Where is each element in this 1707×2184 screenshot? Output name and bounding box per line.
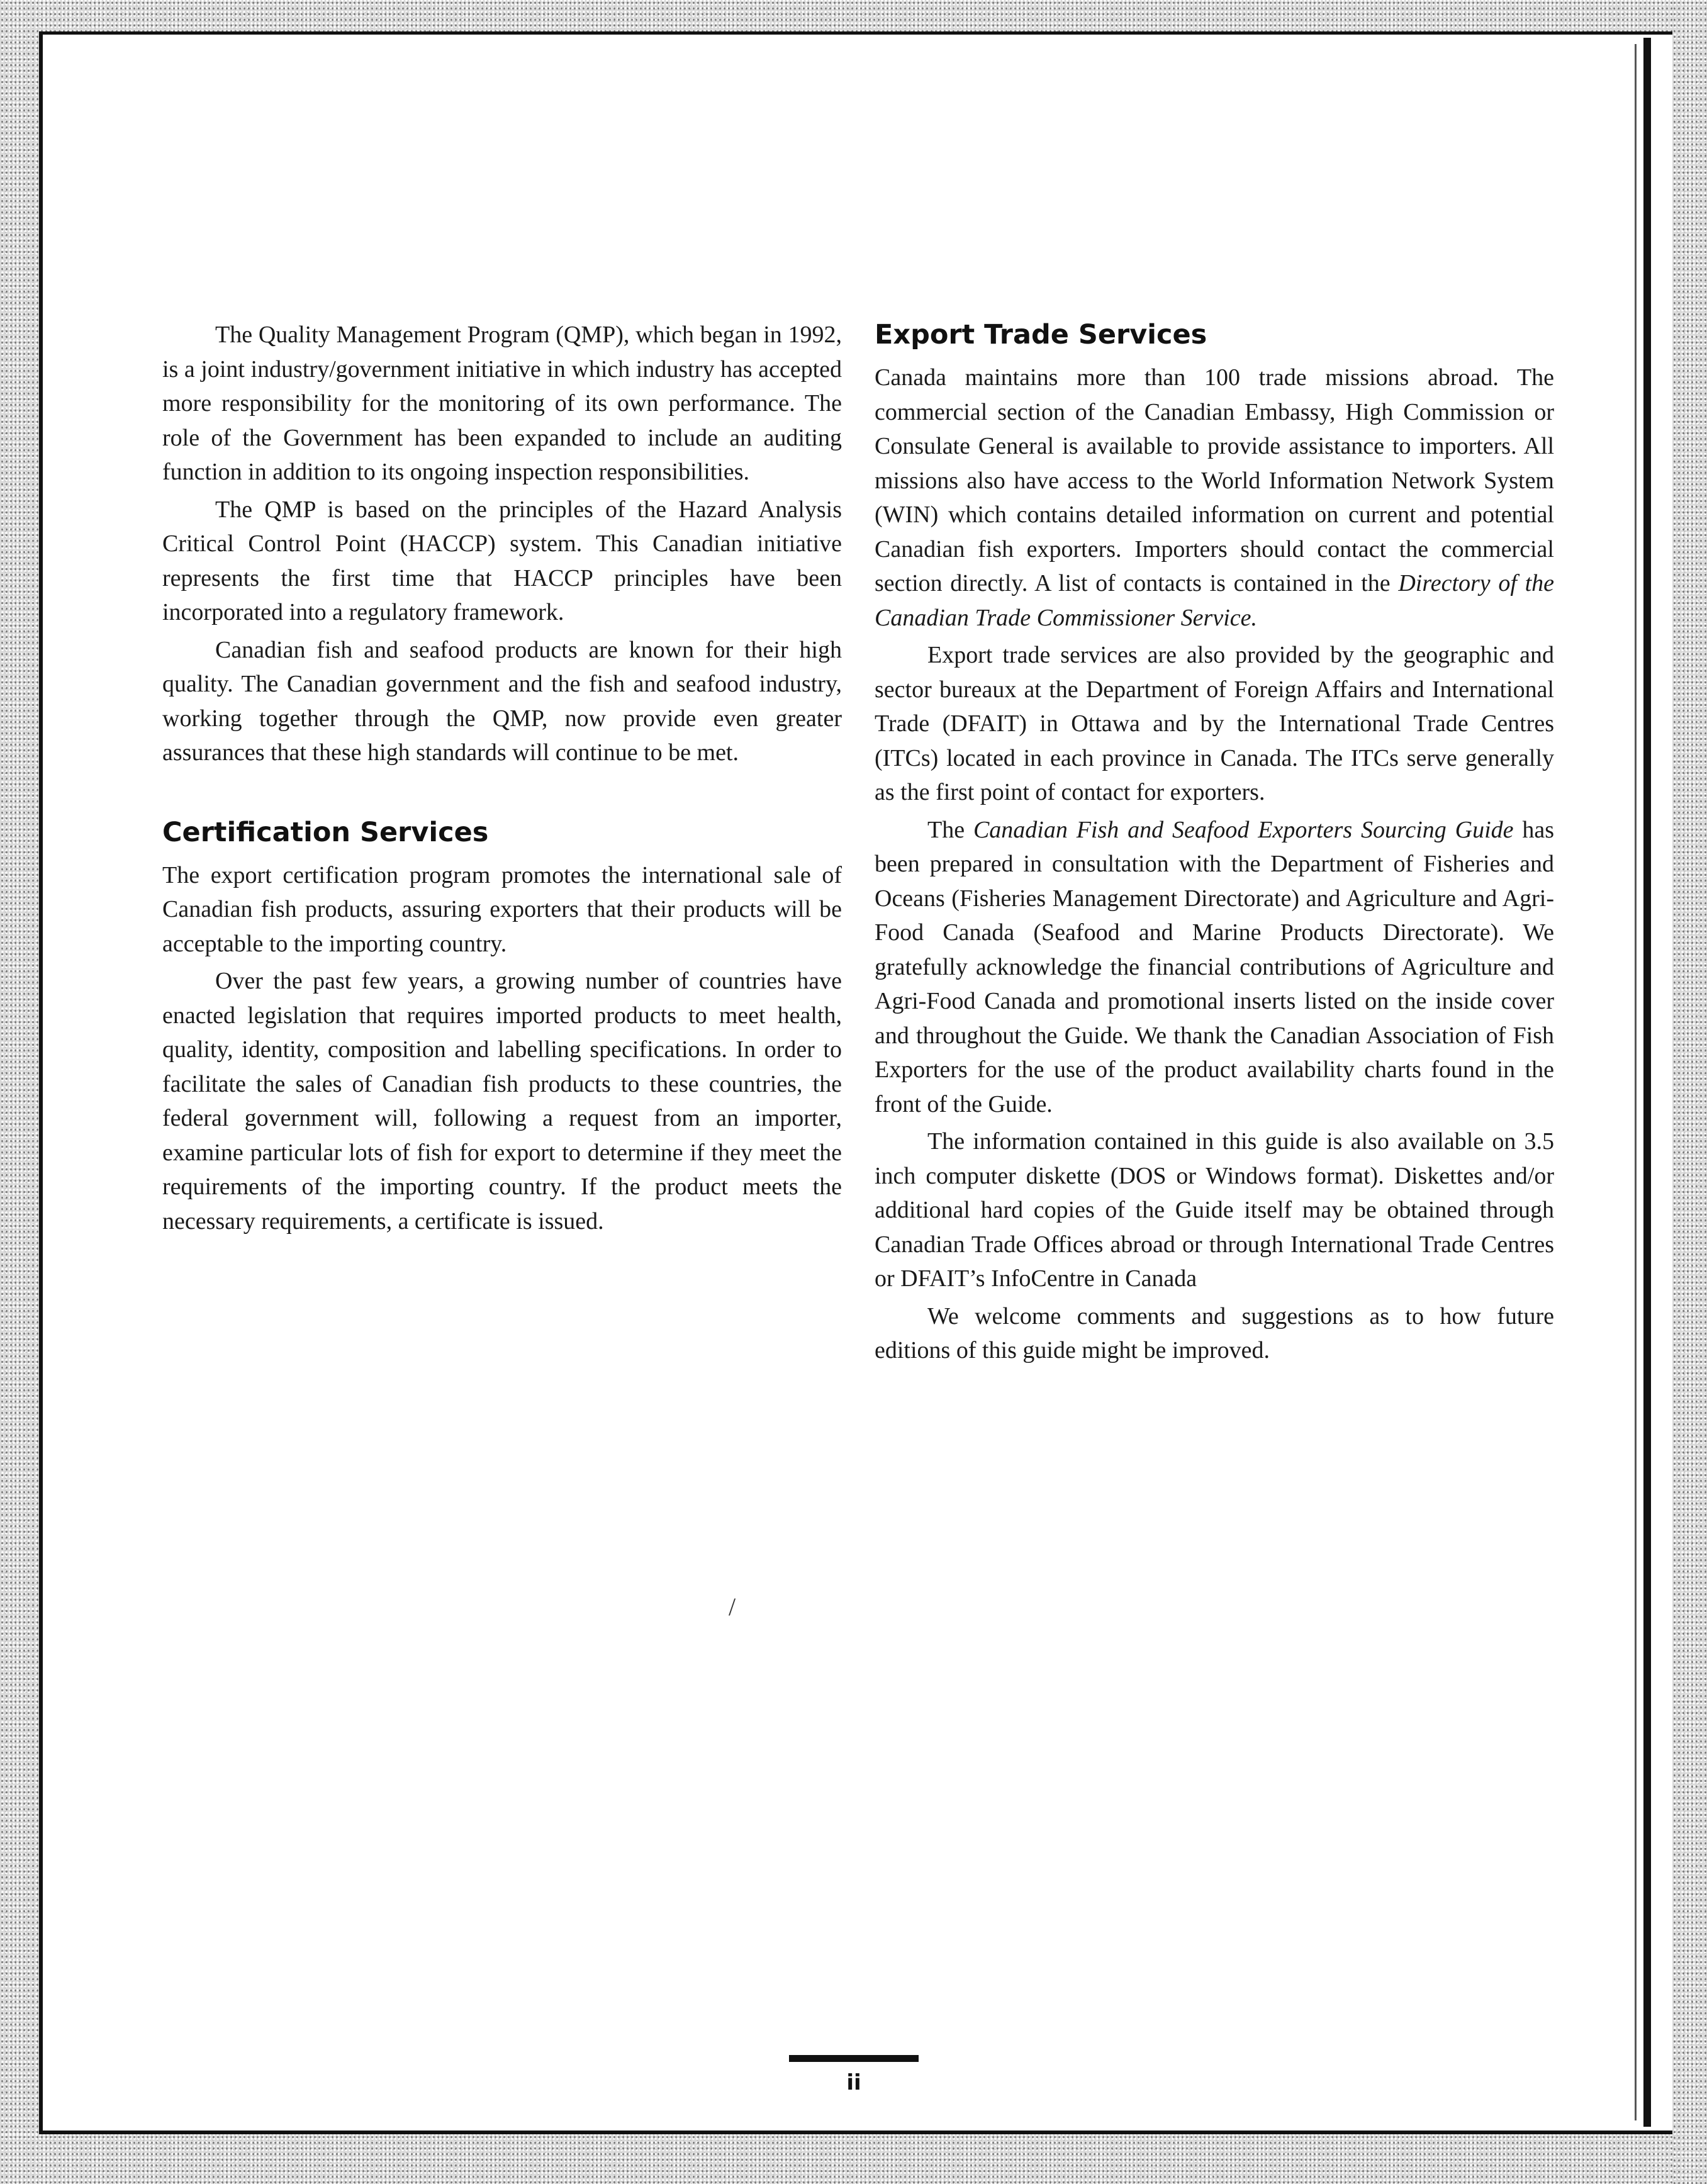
scan-mark: / [729,1593,736,1621]
page-binding-edge [1643,38,1651,2127]
certification-paragraph-2: Over the past few years, a growing number of countries have enacted legislation that requires imported products to meet health, quality, identity, composition and labelling specifications. In order to facilitate the sales of Canadian fish products to these countries, the federal government will, following a request from an importer, examine particular lots of fish for export to determine if they meet the requirements of the importing country. If the product meets the necessary requirements, a certificate is issued. [162,968,842,1235]
sourcing-guide-paragraph [875,813,1554,1122]
scan-border-right [1672,0,1707,2184]
sourcing-guide-title: Canadian Fish and Seafood Exporters Sourcing Guide [973,816,1514,843]
left-column [162,318,842,1241]
dfait-paragraph: Export trade services are also provided by the geographic and sector bureaux at the Department of Foreign Affairs and International Trade (DFAIT) in Ottawa and by the International Trade Centres (ITCs) located in each province in Canada. The ITCs serve generally as the first point of contact for exporters. [875,642,1554,805]
sourcing-guide-text: has been prepared in consultation with the Department of Fisheries and Oceans (Fisheries Management Directorate) and Agriculture and Agri-Food Canada (Seafood and Marine Products Directorate). We gratefully acknowledge the financial contributions of Agriculture and Agri-Food Canada and promotional inserts listed on the inside cover and throughout the Guide. We thank the Canadian Association of Fish Exporters for the use of the product availability charts found in the front of the Guide. [875,816,1555,1117]
export-trade-heading: Export Trade Services [875,319,1207,350]
scan-border-top [0,0,1707,31]
qmp-intro-paragraph: The Quality Management Program (QMP), which began in 1992, is a joint industry/government initiative in which industry has accepted more responsibility for the monitoring of its own performance. The role of the Government has been expanded to include an auditing function in addition to its ongoing inspection responsibilities. [162,322,842,485]
sourcing-guide-lead: The [927,816,973,843]
certification-heading: Certification Services [162,816,489,848]
scan-border-bottom [0,2134,1707,2184]
trade-missions-paragraph [875,361,1554,635]
trade-missions-text: Canada maintains more than 100 trade missions abroad. The commercial section of the Canadian Embassy, High Commission or Consulate General is available to provide assistance to importers. All missions also have access to the World Information Network System (WIN) which contains detailed information on current and potential Canadian fish exporters. Importers should contact the commercial section directly. A list of contacts is contained in the [875,364,1554,596]
comments-paragraph: We welcome comments and suggestions as to how future editions of this guide might be improved. [875,1302,1554,1364]
diskette-paragraph: The information contained in this guide is also available on 3.5 inch computer diskette (DOS or Windows format). Diskettes and/or additional hard copies of the Guide itself may be obtained through Canadian Trade Offices abroad or through International Trade Centres or DFAIT’s InfoCentre in Canada [875,1128,1554,1292]
certification-paragraph-1: The export certification program promotes the international sale of Canadian fish products, assuring exporters that their products will be acceptable to the importing country. [162,861,842,957]
scan-border-left [0,0,39,2184]
page-number-rule [789,2055,919,2062]
page-number: ii [846,2070,861,2095]
qmp-haccp-paragraph: The QMP is based on the principles of the Hazard Analysis Critical Control Point (HACCP) system. This Canadian initiative represents the first time that HACCP principles have been incorporated into a regulatory framework. [162,496,842,625]
directory-title: Directory of the Canadian Trade Commissioner Service. [875,570,1554,631]
right-column [875,318,1554,1371]
page-binding-shadow [1635,44,1637,2120]
quality-paragraph: Canadian fish and seafood products are known for their high quality. The Canadian government and the fish and seafood industry, working together through the QMP, now provide even greater assurances that these high standards will continue to be met. [162,636,842,766]
